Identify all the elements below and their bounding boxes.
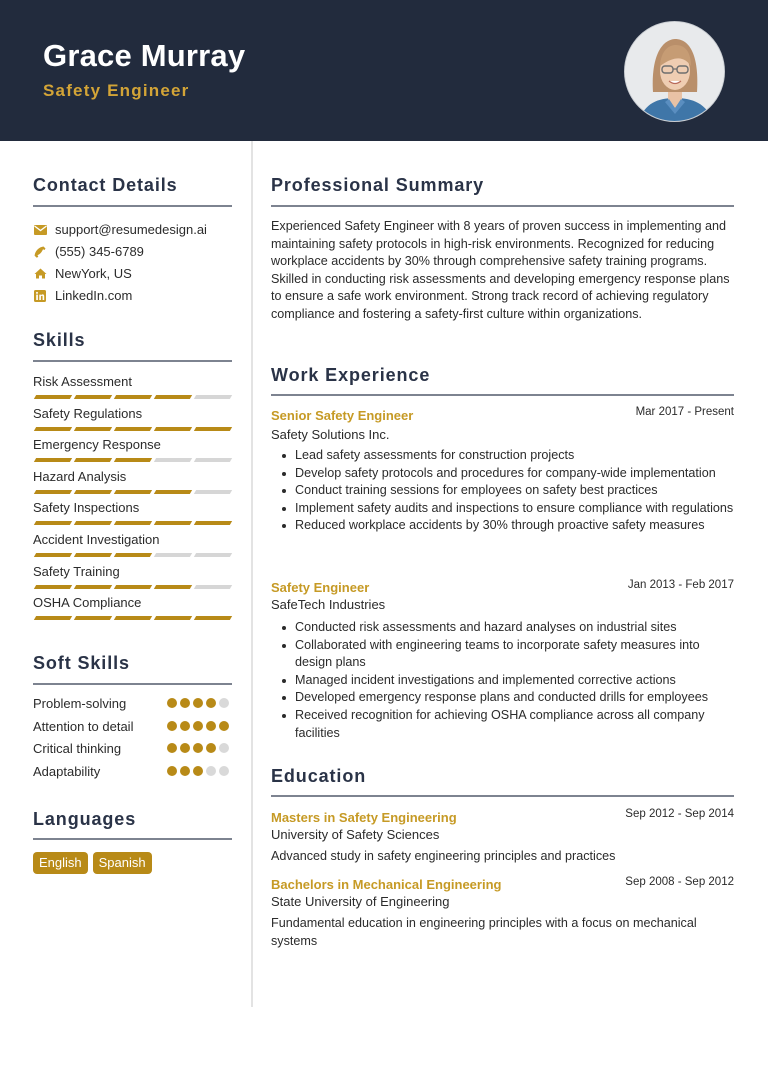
job-bullet: Collaborated with engineering teams to incorporate safety measures into design plans <box>271 637 734 672</box>
left-column <box>33 0 232 1078</box>
contact-linkedin[interactable] <box>33 288 132 303</box>
skill-level-segment <box>154 427 192 431</box>
rating-dot <box>193 743 203 753</box>
soft-skill-label: Attention to detail <box>33 718 134 734</box>
rating-dot <box>180 698 190 708</box>
skill-level-segment <box>74 427 112 431</box>
soft-skill-rating <box>167 698 229 708</box>
skill-label: Hazard Analysis <box>33 468 127 484</box>
skill-level-segment <box>74 490 112 494</box>
language-badge-spanish: Spanish <box>93 852 152 874</box>
candidate-name: Grace Murray <box>43 38 246 73</box>
soft-skills-heading: Soft Skills <box>33 653 130 673</box>
skill-level-segment <box>194 553 232 557</box>
envelope-icon <box>33 223 47 237</box>
rating-dot <box>219 743 229 753</box>
skill-level-segment <box>74 585 112 589</box>
skill-level-segment <box>154 458 192 462</box>
degree-title: Bachelors in Mechanical Engineering <box>271 877 502 892</box>
job-bullet: Reduced workplace accidents by 30% through proactive safety measures <box>271 517 734 535</box>
skill-level-segment <box>154 585 192 589</box>
skill-level-segment <box>34 490 72 494</box>
skill-level-bar <box>35 553 231 557</box>
skill-level-segment <box>194 521 232 525</box>
job-bullet: Developed emergency response plans and conducted drills for employees <box>271 689 734 707</box>
degree-title: Masters in Safety Engineering <box>271 810 457 825</box>
right-column <box>271 0 734 1078</box>
rating-dot <box>206 698 216 708</box>
skill-level-segment <box>34 585 72 589</box>
skill-level-segment <box>154 616 192 620</box>
education-heading: Education <box>271 766 367 786</box>
summary-text: Experienced Safety Engineer with 8 years of proven success in implementing and maintaining safety protocols in high-risk environments. Recognized for reducing workplace accidents by 30% through comprehensive safety training programs. Skilled in conducting risk assessments and developing emergency response plans to ensure a safe work environment. Strong track record of achieving regulatory compliance and fostering a safety-first culture within organizations. <box>271 219 730 321</box>
rating-dot <box>167 698 177 708</box>
degree-date: Sep 2012 - Sep 2014 <box>625 808 734 820</box>
contact-email-text: support@resumedesign.ai <box>55 222 207 237</box>
job-bullet: Conducted risk assessments and hazard analyses on industrial sites <box>271 619 734 637</box>
rating-dot <box>219 698 229 708</box>
experience-rule <box>271 394 734 396</box>
skill-level-bar <box>35 395 231 399</box>
job-title: Senior Safety Engineer <box>271 408 414 423</box>
candidate-title: Safety Engineer <box>43 81 190 100</box>
skill-level-bar <box>35 458 231 462</box>
job-bullet: Implement safety audits and inspections to ensure compliance with regulations <box>271 500 734 518</box>
skill-level-segment <box>114 490 152 494</box>
job-date: Jan 2013 - Feb 2017 <box>627 579 734 591</box>
skill-level-segment <box>154 521 192 525</box>
skill-level-segment <box>154 395 192 399</box>
contact-location-text: NewYork, US <box>55 266 132 281</box>
skill-level-segment <box>194 490 232 494</box>
language-badge-english: English <box>33 852 88 874</box>
skill-label: OSHA Compliance <box>33 595 142 611</box>
skill-level-segment <box>114 395 152 399</box>
skill-level-segment <box>34 553 72 557</box>
skill-level-segment <box>154 490 192 494</box>
linkedin-icon <box>33 289 47 303</box>
skill-label: Accident Investigation <box>33 532 160 547</box>
languages-list <box>33 852 152 874</box>
skill-level-segment <box>194 616 232 620</box>
soft-skill-rating <box>167 766 229 776</box>
school-name: University of Safety Sciences <box>271 827 440 842</box>
rating-dot <box>167 743 177 753</box>
school-name: State University of Engineering <box>271 894 450 909</box>
rating-dot <box>193 698 203 708</box>
skills-heading: Skills <box>33 330 86 350</box>
skill-level-segment <box>114 458 152 462</box>
skill-level-segment <box>154 553 192 557</box>
skill-level-segment <box>74 521 112 525</box>
skill-level-segment <box>114 585 152 589</box>
education-rule <box>271 795 734 797</box>
rating-dot <box>206 743 216 753</box>
job-bullet: Managed incident investigations and implemented corrective actions <box>271 672 734 690</box>
skill-level-segment <box>34 395 72 399</box>
contact-phone-text: (555) 345-6789 <box>55 244 144 259</box>
skill-label: Risk Assessment <box>33 374 132 389</box>
rating-dot <box>193 766 203 776</box>
skill-level-bar <box>35 521 231 525</box>
job-bullets <box>271 619 734 742</box>
rating-dot <box>167 766 177 776</box>
job-company: Safety Solutions Inc. <box>271 427 390 442</box>
skill-label: Emergency Response <box>33 437 161 453</box>
soft-skills-rule <box>33 683 232 685</box>
skill-level-segment <box>34 427 72 431</box>
contact-heading: Contact Details <box>33 175 178 195</box>
skill-level-segment <box>194 395 232 399</box>
skill-level-segment <box>74 553 112 557</box>
rating-dot <box>219 721 229 731</box>
job-bullet: Conduct training sessions for employees on safety best practices <box>271 482 734 500</box>
rating-dot <box>180 721 190 731</box>
skill-level-segment <box>34 616 72 620</box>
degree-description: Fundamental education in engineering principles with a focus on mechanical systems <box>271 916 697 948</box>
degree-date: Sep 2008 - Sep 2012 <box>625 876 734 888</box>
skill-level-segment <box>194 585 232 589</box>
skill-label: Safety Regulations <box>33 405 143 421</box>
soft-skill-rating <box>167 721 229 731</box>
job-date: Mar 2017 - Present <box>635 406 734 418</box>
skill-level-segment <box>114 427 152 431</box>
job-bullets <box>271 447 734 535</box>
skills-rule <box>33 360 232 362</box>
contact-phone[interactable] <box>33 244 144 259</box>
skill-level-segment <box>74 458 112 462</box>
skill-level-segment <box>34 458 72 462</box>
soft-skill-label: Adaptability <box>33 763 101 779</box>
rating-dot <box>180 766 190 776</box>
contact-location <box>33 266 132 281</box>
summary-heading: Professional Summary <box>271 175 485 195</box>
summary-rule <box>271 205 734 207</box>
skill-level-bar <box>35 585 231 589</box>
rating-dot <box>180 743 190 753</box>
job-title: Safety Engineer <box>271 580 370 595</box>
degree-description: Advanced study in safety engineering principles and practices <box>271 849 616 863</box>
home-icon <box>33 267 47 281</box>
skill-label: Safety Training <box>33 563 120 579</box>
rating-dot <box>193 721 203 731</box>
experience-heading: Work Experience <box>271 365 431 385</box>
skill-level-segment <box>74 616 112 620</box>
skill-level-segment <box>114 521 152 525</box>
skill-level-segment <box>34 521 72 525</box>
soft-skill-rating <box>167 743 229 753</box>
languages-heading: Languages <box>33 809 137 829</box>
phone-icon <box>33 245 47 259</box>
skill-level-bar <box>35 427 231 431</box>
job-bullet: Develop safety protocols and procedures for company-wide implementation <box>271 465 734 483</box>
contact-email[interactable] <box>33 222 207 237</box>
contact-linkedin-text: LinkedIn.com <box>55 288 133 303</box>
skill-level-segment <box>74 395 112 399</box>
rating-dot <box>219 766 229 776</box>
skill-label: Safety Inspections <box>33 500 140 516</box>
skill-level-segment <box>114 553 152 557</box>
rating-dot <box>206 721 216 731</box>
job-bullet: Lead safety assessments for construction projects <box>271 447 734 465</box>
skill-level-bar <box>35 616 231 620</box>
job-company: SafeTech Industries <box>271 597 386 612</box>
soft-skill-label: Critical thinking <box>33 741 122 756</box>
skill-level-segment <box>194 427 232 431</box>
rating-dot <box>206 766 216 776</box>
rating-dot <box>167 721 177 731</box>
skill-level-bar <box>35 490 231 494</box>
job-bullet: Received recognition for achieving OSHA compliance across all company facilities <box>271 707 734 742</box>
column-divider <box>251 141 253 1007</box>
skill-level-segment <box>194 458 232 462</box>
languages-rule <box>33 838 232 840</box>
contact-rule <box>33 205 232 207</box>
skill-level-segment <box>114 616 152 620</box>
soft-skill-label: Problem-solving <box>33 696 127 711</box>
